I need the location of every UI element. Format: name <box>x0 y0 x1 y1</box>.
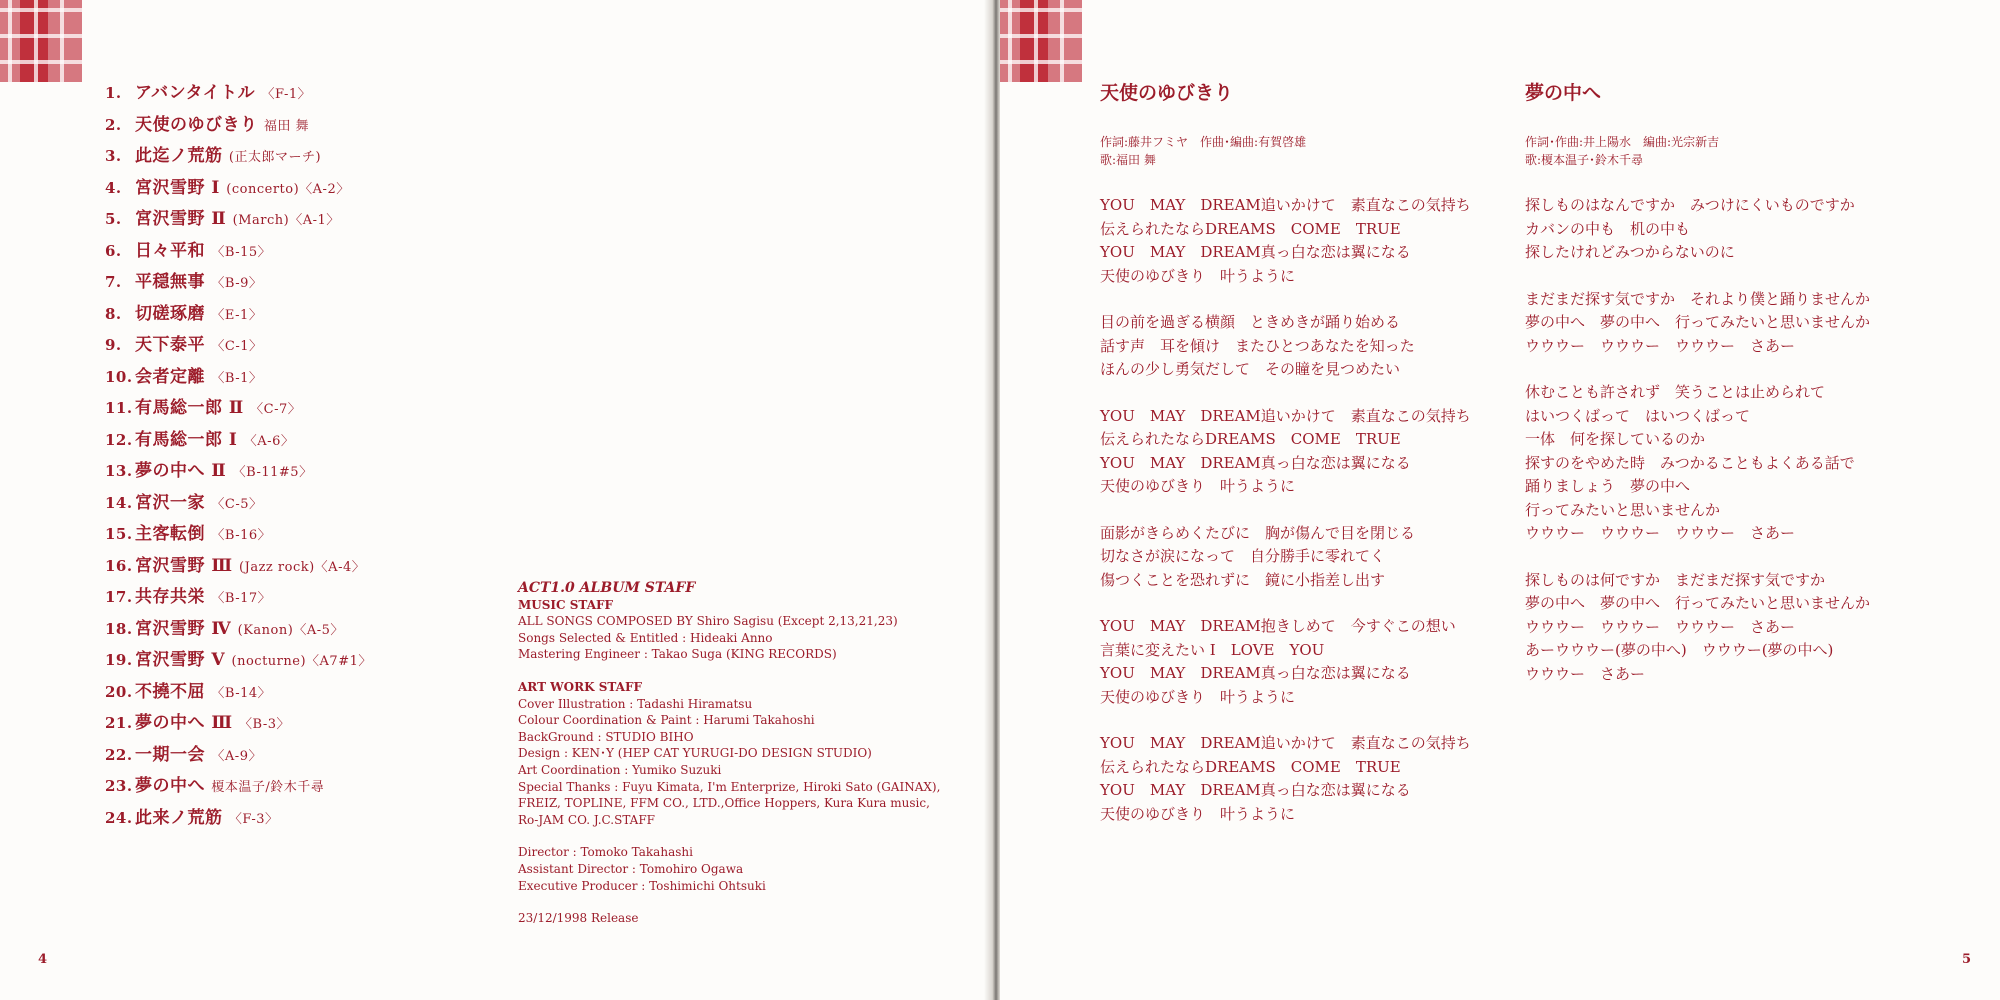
track-item <box>105 616 372 648</box>
album-staff-credits <box>518 580 940 927</box>
track-number: 3. <box>105 147 122 165</box>
lyric-line: YOU MAY DREAM真っ白な恋は翼になる <box>1100 453 1411 472</box>
track-number: 19. <box>105 651 133 669</box>
track-note: (Kanon)〈A-5〉 <box>237 622 344 638</box>
track-title: 有馬総一郎 Ⅱ <box>135 398 244 418</box>
art-staff-line: Colour Coordination & Paint : Harumi Takahoshi <box>518 713 815 728</box>
song-credit-writers: 作詞･作曲:井上陽水 編曲:光宗新吉 <box>1525 135 1720 149</box>
track-item <box>105 805 372 837</box>
lyric-line: YOU MAY DREAM真っ白な恋は翼になる <box>1100 243 1411 261</box>
track-note: 〈B-3〉 <box>239 717 291 732</box>
track-item <box>105 647 372 679</box>
track-item <box>105 773 372 805</box>
track-note: 〈B-1〉 <box>211 370 263 386</box>
page-number-left: 4 <box>38 952 48 967</box>
track-item <box>105 521 372 553</box>
release-date: 23/12/1998 Release <box>518 911 639 926</box>
track-note: 〈A-9〉 <box>211 748 262 764</box>
track-title: 共存共栄 <box>135 587 205 607</box>
track-title: 宮沢雪野 Ⅲ <box>135 555 233 576</box>
song-credit-singer: 歌:榎本温子･鈴木千尋 <box>1525 153 1644 167</box>
lyrics <box>1525 194 1870 686</box>
track-number: 9. <box>105 336 122 354</box>
track-note: 〈B-15〉 <box>211 244 272 260</box>
track-title: 宮沢雪野 Ⅳ <box>135 618 232 639</box>
track-item <box>105 269 372 301</box>
track-item <box>105 553 372 585</box>
track-item <box>105 143 372 175</box>
left-page <box>0 0 992 1000</box>
track-number: 15. <box>105 525 133 543</box>
lyric-line: ほんの少し勇気だして その瞳を見つめたい <box>1100 360 1401 378</box>
lyric-stanza <box>1100 615 1471 709</box>
track-number: 4. <box>105 178 122 197</box>
track-number: 13. <box>105 462 133 480</box>
track-note: 〈A-6〉 <box>243 433 295 449</box>
track-number: 22. <box>105 745 133 764</box>
track-note: 〈B-11#5〉 <box>232 465 313 480</box>
song-title: 夢の中へ <box>1525 82 1602 104</box>
lyric-line: 話す声 耳を傾け またひとつあなたを知った <box>1100 336 1415 355</box>
track-note: 〈C-1〉 <box>211 339 263 354</box>
song-yume-no-naka-e <box>1525 78 1870 709</box>
lyric-line: 一体 何を探しているのか <box>1525 430 1706 448</box>
staff-heading: ACT1.0 ALBUM STAFF <box>518 580 696 596</box>
lyric-line: YOU MAY DREAM抱きしめて 今すぐこの想い <box>1100 617 1456 635</box>
lyric-stanza <box>1100 522 1471 593</box>
track-item <box>105 458 372 490</box>
track-number: 16. <box>105 556 133 575</box>
track-note: (正太郎マーチ) <box>228 150 322 165</box>
lyric-line: 踊りましょう 夢の中へ <box>1525 477 1691 495</box>
lyric-line: 切なさが涙になって 自分勝手に零れてく <box>1100 547 1386 565</box>
director-line: Director : Tomoko Takahashi <box>518 845 693 860</box>
lyric-stanza <box>1525 569 1870 687</box>
track-title: 此来ノ荒筋 <box>135 807 223 828</box>
track-number: 7. <box>105 273 122 291</box>
lyric-line: 言葉に変えたい I LOVE YOU <box>1100 640 1325 659</box>
track-note: 榎本温子/鈴木千尋 <box>211 780 325 795</box>
track-title: 天使のゆびきり <box>135 114 258 135</box>
art-staff-line: Design : KEN･Y (HEP CAT YURUGI-DO DESIGN STUDIO) <box>518 746 872 761</box>
lyric-line: ウウウー ウウウー ウウウー さあー <box>1525 524 1796 542</box>
track-number: 12. <box>105 430 133 449</box>
lyric-stanza <box>1100 194 1471 288</box>
track-title: 切磋琢磨 <box>135 303 205 324</box>
track-number: 20. <box>105 682 133 701</box>
song-credit-singer: 歌:福田 舞 <box>1100 153 1156 167</box>
track-title: 宮沢雪野 Ⅰ <box>135 177 220 198</box>
lyric-stanza <box>1100 311 1471 382</box>
track-title: 有馬総一郎 Ⅰ <box>135 429 238 450</box>
track-note: 〈C-7〉 <box>250 402 302 417</box>
lyric-line: 行ってみたいと思いませんか <box>1525 500 1721 519</box>
track-note: 〈C-5〉 <box>211 496 263 512</box>
director-line: Executive Producer : Toshimichi Ohtsuki <box>518 878 766 893</box>
track-title: 天下泰平 <box>135 335 205 355</box>
art-staff-line: Cover Illustration : Tadashi Hiramatsu <box>518 696 753 711</box>
track-title: 夢の中へ Ⅱ <box>135 461 227 481</box>
lyric-line: YOU MAY DREAM追いかけて 素直なこの気持ち <box>1100 406 1471 425</box>
lyric-line: 天使のゆびきり 叶うように <box>1100 687 1296 706</box>
lyric-line: あーウウウー(夢の中へ) ウウウー(夢の中へ) <box>1525 641 1834 659</box>
lyric-line: YOU MAY DREAM真っ白な恋は翼になる <box>1100 781 1411 799</box>
music-staff-heading: MUSIC STAFF <box>518 597 614 612</box>
track-title: 宮沢雪野 Ⅱ <box>135 209 227 229</box>
song-title: 天使のゆびきり <box>1100 82 1234 104</box>
art-staff-line: BackGround : STUDIO BIHO <box>518 729 694 744</box>
song-credit-writers: 作詞:藤井フミヤ 作曲･編曲:有賀啓雄 <box>1100 135 1307 149</box>
lyric-line: はいつくばって はいつくばって <box>1525 406 1751 425</box>
track-item <box>105 80 372 112</box>
track-note: 〈B-9〉 <box>211 276 263 291</box>
track-number: 6. <box>105 241 122 260</box>
lyric-line: まだまだ探す気ですか それより僕と踊りませんか <box>1525 289 1871 308</box>
track-item <box>105 112 372 144</box>
lyric-line: 探しものは何ですか まだまだ探す気ですか <box>1525 570 1826 589</box>
lyric-line: 夢の中へ 夢の中へ 行ってみたいと思いませんか <box>1525 594 1871 612</box>
track-item <box>105 710 372 742</box>
art-staff-line: Art Coordination : Yumiko Suzuki <box>518 762 722 777</box>
track-title: 夢の中へ Ⅲ <box>135 713 233 733</box>
track-title: 平穏無事 <box>135 272 205 292</box>
track-number: 1. <box>105 84 122 102</box>
track-title: 此迄ノ荒筋 <box>135 146 223 166</box>
track-title: 不撓不屈 <box>135 681 205 702</box>
track-title: 日々平和 <box>135 240 205 261</box>
track-item <box>105 584 372 616</box>
lyric-line: 伝えられたならDREAMS COME TRUE <box>1100 757 1401 776</box>
right-page <box>1000 0 2000 1000</box>
track-note: (Jazz rock)〈A-4〉 <box>239 559 366 575</box>
track-item <box>105 395 372 427</box>
track-note: 〈F-3〉 <box>228 811 279 827</box>
track-number: 17. <box>105 588 133 606</box>
lyric-line: ウウウー ウウウー ウウウー さあー <box>1525 617 1796 636</box>
lyric-stanza <box>1525 288 1870 359</box>
lyric-line: 探すのをやめた時 みつかることもよくある話で <box>1525 453 1855 472</box>
track-title: 宮沢雪野 Ⅴ <box>135 650 226 670</box>
lyric-line: 夢の中へ 夢の中へ 行ってみたいと思いませんか <box>1525 313 1871 331</box>
song-angel-yubikiri <box>1100 78 1471 849</box>
track-item <box>105 364 372 396</box>
lyric-line: 面影がきらめくたびに 胸が傷んで目を閉じる <box>1100 523 1416 542</box>
track-item <box>105 175 372 207</box>
tartan-corner-decoration <box>0 0 82 82</box>
lyric-line: 伝えられたならDREAMS COME TRUE <box>1100 219 1401 238</box>
track-number: 14. <box>105 493 133 512</box>
lyric-line: 休むことも許されず 笑うことは止められて <box>1525 383 1826 401</box>
track-item <box>105 490 372 522</box>
track-number: 5. <box>105 210 122 228</box>
track-note: 〈B-16〉 <box>211 528 272 543</box>
lyric-line: ウウウー さあー <box>1525 664 1646 683</box>
track-number: 24. <box>105 808 133 827</box>
track-item <box>105 238 372 270</box>
lyric-line: 探しものはなんですか みつけにくいものですか <box>1525 196 1855 214</box>
track-title: 会者定離 <box>135 366 205 387</box>
lyric-line: 探したけれどみつからないのに <box>1525 243 1735 261</box>
track-number: 8. <box>105 304 122 323</box>
lyric-line: 目の前を過ぎる横顔 ときめきが踊り始める <box>1100 313 1401 331</box>
art-work-staff-heading: ART WORK STAFF <box>518 679 642 694</box>
track-note: (March)〈A-1〉 <box>232 213 340 228</box>
lyric-line: カバンの中も 机の中も <box>1525 219 1691 238</box>
track-title: 宮沢一家 <box>135 492 205 513</box>
director-line: Assistant Director : Tomohiro Ogawa <box>518 861 744 876</box>
lyric-line: 天使のゆびきり 叶うように <box>1100 266 1296 285</box>
track-item <box>105 206 372 238</box>
lyric-line: 天使のゆびきり 叶うように <box>1100 477 1296 495</box>
lyrics <box>1100 194 1471 826</box>
lyric-line: 天使のゆびきり 叶うように <box>1100 804 1296 823</box>
lyric-line: 伝えられたならDREAMS COME TRUE <box>1100 430 1401 448</box>
track-number: 23. <box>105 777 133 795</box>
lyric-stanza <box>1525 381 1870 546</box>
track-number: 11. <box>105 399 133 417</box>
lyric-line: 傷つくことを恐れずに 鏡に小指差し出す <box>1100 570 1386 589</box>
track-title: 夢の中へ <box>135 776 205 796</box>
track-title: アバンタイトル <box>135 83 256 103</box>
lyric-stanza <box>1100 732 1471 826</box>
track-title: 主客転倒 <box>135 524 205 544</box>
track-note: 〈B-14〉 <box>211 685 272 701</box>
track-item <box>105 679 372 711</box>
track-note: 〈E-1〉 <box>211 307 263 323</box>
lyric-line: YOU MAY DREAM追いかけて 素直なこの気持ち <box>1100 196 1471 214</box>
track-number: 18. <box>105 619 133 638</box>
tartan-corner-decoration <box>1000 0 1082 82</box>
track-item <box>105 427 372 459</box>
track-item <box>105 301 372 333</box>
art-staff-line: FREIZ, TOPLINE, FFM CO., LTD.,Office Hoppers, Kura Kura music, <box>518 796 930 811</box>
lyric-line: YOU MAY DREAM真っ白な恋は翼になる <box>1100 664 1411 682</box>
art-staff-line: Special Thanks : Fuyu Kimata, I'm Enterprize, Hiroki Sato (GAINAX), <box>518 779 941 794</box>
page-number-right: 5 <box>1962 952 1972 967</box>
music-staff-line: ALL SONGS COMPOSED BY Shiro Sagisu (Except 2,13,21,23) <box>518 614 898 629</box>
track-note: 〈F-1〉 <box>261 87 312 102</box>
track-title: 一期一会 <box>135 744 205 765</box>
art-staff-line: Ro-JAM CO. J.C.STAFF <box>518 812 655 827</box>
track-item <box>105 742 372 774</box>
track-number: 21. <box>105 714 133 732</box>
track-note: 〈B-17〉 <box>211 591 272 606</box>
music-staff-line: Songs Selected & Entitled : Hideaki Anno <box>518 630 773 645</box>
lyric-line: YOU MAY DREAM追いかけて 素直なこの気持ち <box>1100 734 1471 752</box>
track-number: 2. <box>105 115 122 134</box>
track-note: (nocturne)〈A7#1〉 <box>231 654 372 669</box>
track-note: 福田 舞 <box>263 118 310 134</box>
track-note: (concerto)〈A-2〉 <box>226 181 350 197</box>
track-number: 10. <box>105 367 133 386</box>
music-staff-line: Mastering Engineer : Takao Suga (KING RECORDS) <box>518 647 837 662</box>
track-item <box>105 332 372 364</box>
lyric-line: ウウウー ウウウー ウウウー さあー <box>1525 336 1796 355</box>
lyric-stanza <box>1525 194 1870 265</box>
track-list <box>105 80 372 836</box>
lyric-stanza <box>1100 405 1471 499</box>
